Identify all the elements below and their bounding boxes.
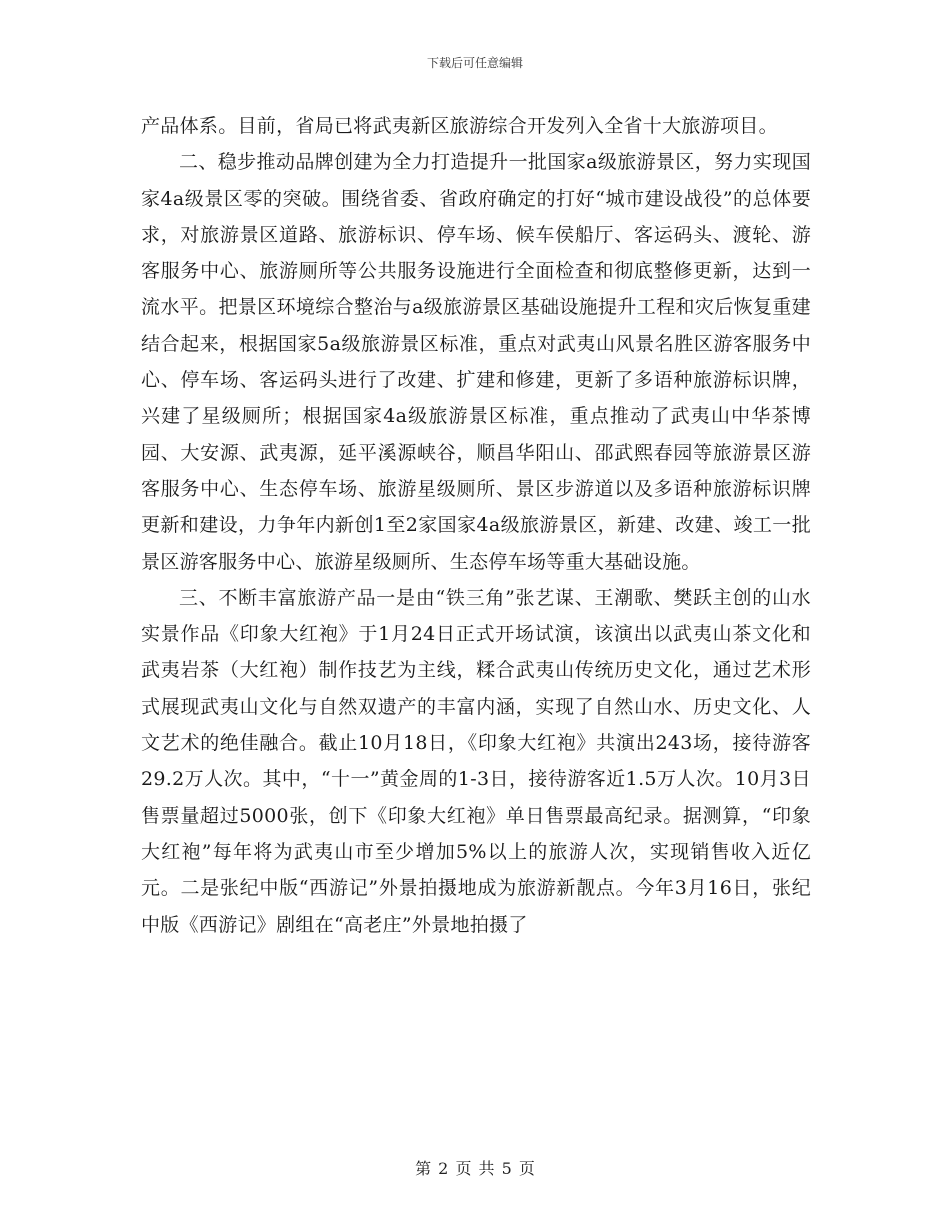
page-number: 第 2 页 共 5 页 xyxy=(415,1159,535,1178)
paragraph-1: 产品体系。目前，省局已将武夷新区旅游综合开发列入全省十大旅游项目。 xyxy=(141,115,778,137)
paragraph-3: 三、不断丰富旅游产品一是由“铁三角”张艺谋、王潮歌、樊跃主创的山水实景作品《印象大红袍》于1月24日正式开场试演，该演出以武夷山茶文化和武夷岩茶（大红袍）制作技艺为主线，糅合武夷山传统历史文化，通过艺术形式展现武夷山文化与自然双遗产的丰富内涵，实现了自然山水、历史文化、人文艺术的绝佳融合。截止10月18日，《印象大红袍》共演出243场，接待游客29.2万人次。其中，“十一”黄金周的1-3日，接待游客近1.5万人次。10月3日售票量超过5000张，创下《印象大红袍》单日售票最高纪录。据测算，“印象大红袍”每年将为武夷山市至少增加5%以上的旅游人次，实现销售收入近亿元。二是张纪中版“西游记”外景拍摄地成为旅游新靓点。今年3月16日，张纪中版《西游记》剧组在“高老庄”外景地拍摄了 xyxy=(141,586,811,936)
paragraph-2: 二、稳步推动品牌创建为全力打造提升一批国家a级旅游景区，努力实现国家4a级景区零的突破。围绕省委、省政府确定的打好“城市建设战役”的总体要求，对旅游景区道路、旅游标识、停车场、候车侯船厅、客运码头、渡轮、游客服务中心、旅游厕所等公共服务设施进行全面检查和彻底整修更新，达到一流水平。把景区环境综合整治与a级旅游景区基础设施提升工程和灾后恢复重建结合起来，根据国家5a级旅游景区标准，重点对武夷山风景名胜区游客服务中心、停车场、客运码头进行了改建、扩建和修建，更新了多语种旅游标识牌，兴建了星级厕所；根据国家4a级旅游景区标准，重点推动了武夷山中华茶博园、大安源、武夷源，延平溪源峡谷，顺昌华阳山、邵武熙春园等旅游景区游客服务中心、生态停车场、旅游星级厕所、景区步游道以及多语种旅游标识牌更新和建设，力争年内新创1至2家国家4a级旅游景区，新建、改建、竣工一批景区游客服务中心、旅游星级厕所、生态停车场等重大基础设施。 xyxy=(141,151,811,573)
document-body xyxy=(141,108,811,943)
page-header-note: 下载后可任意编辑 xyxy=(426,56,523,70)
